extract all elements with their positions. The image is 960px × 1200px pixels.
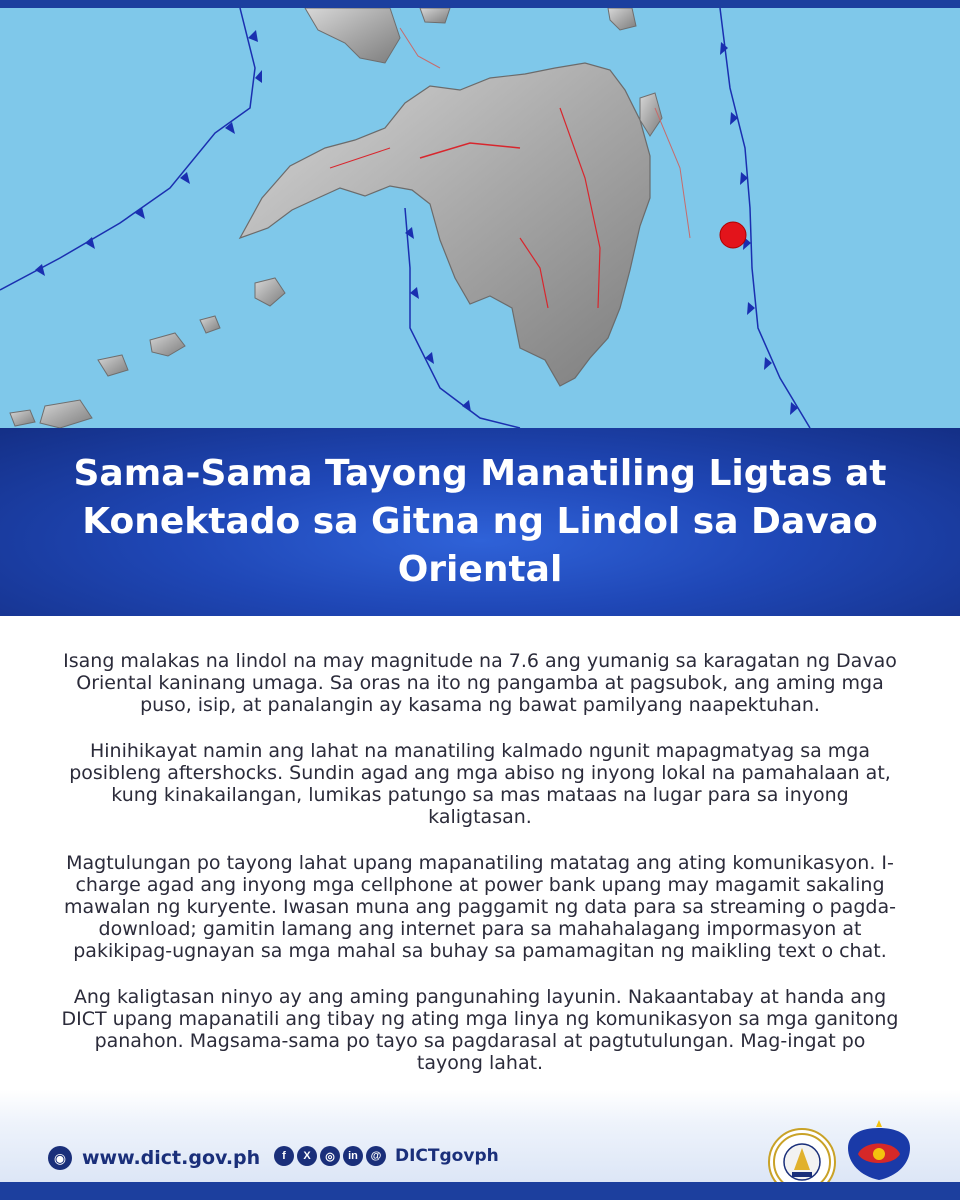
trench-west	[0, 8, 255, 290]
instagram-icon[interactable]: ◎	[320, 1146, 340, 1166]
top-strip	[0, 0, 960, 8]
page-title: Sama-Sama Tayong Manatiling Ligtas at Konektado sa Gitna ng Lindol sa Davao Oriental	[73, 453, 887, 590]
island-sulu-3	[40, 400, 92, 428]
island-samar-tip	[420, 8, 450, 23]
mindanao	[240, 63, 650, 386]
x-icon[interactable]: X	[297, 1146, 317, 1166]
island-sulu-4	[200, 316, 220, 333]
island-small-top	[608, 8, 636, 30]
epicenter-marker	[720, 222, 746, 248]
trench-teeth	[35, 30, 798, 415]
island-leyte	[305, 8, 400, 63]
island-siargao	[640, 93, 662, 136]
facebook-icon[interactable]: f	[274, 1146, 294, 1166]
website-link[interactable]	[48, 1146, 260, 1170]
fault-line-5	[655, 108, 690, 238]
island-basilan	[255, 278, 285, 306]
globe-icon: ◉	[48, 1146, 72, 1170]
social-handle: DICTgovph	[395, 1146, 499, 1166]
title-band	[0, 428, 960, 616]
announcement-body	[60, 650, 900, 1098]
threads-icon[interactable]: @	[366, 1146, 386, 1166]
paragraph-4: Ang kaligtasan ninyo ay ang aming pangunahing layunin. Nakaantabay at handa ang DICT upang mapanatili ang tibay ng ating mga linya ng komunikasyon sa mga ganitong panahon. Magsama-sama po tayo sa pagdarasal at pagtutulungan. Mag-ingat po tayong lahat.	[61, 986, 899, 1074]
island-sulu-2	[98, 355, 128, 376]
website-label: www.dict.gov.ph	[82, 1147, 261, 1169]
earthquake-map	[0, 8, 960, 428]
footer-bar	[0, 1182, 960, 1200]
island-sulu-1	[150, 333, 185, 356]
paragraph-2: Hinihikayat namin ang lahat na manatiling kalmado ngunit mapagmatyag sa mga posibleng aftershocks. Sundin agad ang mga abiso ng inyong lokal na pamahalaan at, kung kinakailangan, lumikas patungo sa mas mataas na lugar para sa inyong kaligtasan.	[69, 740, 891, 828]
social-links	[274, 1146, 499, 1166]
island-sulu-5	[10, 410, 35, 426]
relief-map	[0, 8, 960, 428]
footer	[0, 1090, 960, 1200]
linkedin-icon[interactable]: in	[343, 1146, 363, 1166]
paragraph-1: Isang malakas na lindol na may magnitude na 7.6 ang yumanig sa karagatan ng Davao Oriental kaninang umaga. Sa oras na ito ng pangamba at pagsubok, ang aming mga puso, isip, at panalangin ay kasama ng bawat pamilyang naapektuhan.	[63, 650, 897, 716]
paragraph-3: Magtulungan po tayong lahat upang mapanatiling matatag ang ating komunikasyon. I-charge agad ang inyong mga cellphone at power bank upang may magamit sakaling mawalan ng kuryente. Iwasan muna ang paggamit ng data para sa streaming o pagda-download; gamitin lamang ang internet para sa mahahalagang impormasyon at pakikipag-ugnayan sa mga mahal sa buhay sa pamamagitan ng maikling text o chat.	[64, 852, 896, 962]
fault-line-6	[400, 28, 440, 68]
